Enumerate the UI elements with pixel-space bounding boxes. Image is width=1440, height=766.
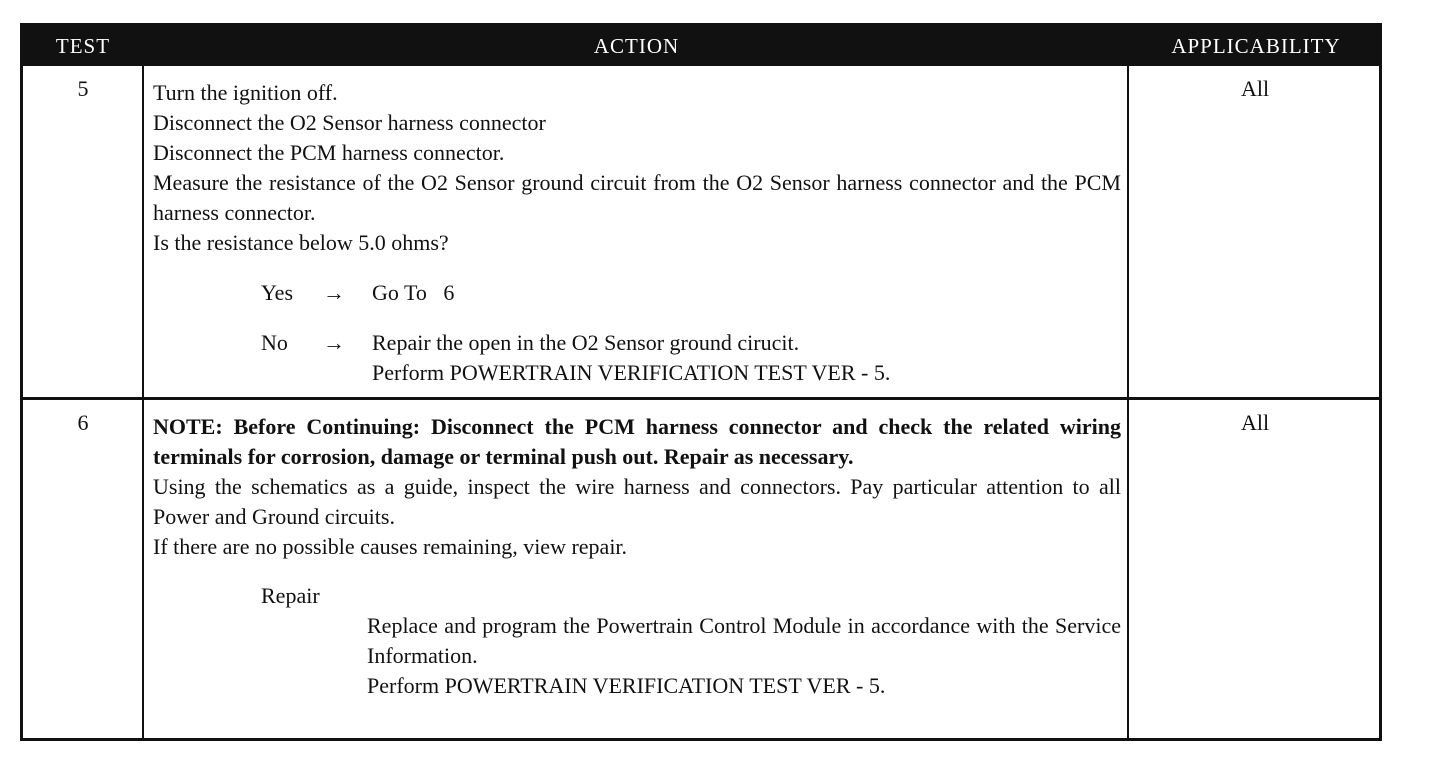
action-step: If there are no possible causes remaining, view repair. — [153, 534, 628, 559]
choice-yes — [153, 278, 1121, 308]
table-row — [23, 400, 1379, 738]
choice-result-subtext: Perform POWERTRAIN VERIFICATION TEST VER - 5. — [372, 360, 891, 385]
action-step: Using the schematics as a guide, inspect the wire harness and connectors. Pay particular attention to all Power and Ground circuits. — [153, 474, 1121, 529]
header-applicability: APPLICABILITY — [1171, 34, 1341, 58]
choice-no — [153, 328, 1121, 358]
table-header — [23, 26, 1379, 66]
test-number: 6 — [77, 410, 89, 435]
action-step: Turn the ignition off. — [153, 80, 338, 105]
arrow-right-icon: → — [323, 280, 345, 305]
choice-label: No — [261, 330, 288, 355]
diagnostic-test-table — [20, 23, 1382, 741]
header-test: TEST — [55, 34, 111, 58]
applicability-value: All — [1240, 76, 1270, 101]
choice-label: Yes — [261, 280, 294, 305]
action-question: Is the resistance below 5.0 ohms? — [153, 230, 449, 255]
action-cell — [153, 78, 1121, 388]
arrow-right-icon: → — [323, 330, 345, 355]
action-note: NOTE: Before Continuing: Disconnect the PCM harness connector and check the related wiring terminals for corrosion, damage or terminal push out. Repair as necessary. — [153, 414, 1121, 469]
repair-text: Replace and program the Powertrain Control Module in accordance with the Service Information. — [367, 613, 1121, 668]
repair-label: Repair — [261, 583, 320, 608]
action-step: Measure the resistance of the O2 Sensor ground circuit from the O2 Sensor harness connector and the PCM harness connector. — [153, 170, 1121, 225]
action-step: Disconnect the O2 Sensor harness connector — [153, 110, 546, 135]
applicability-value: All — [1240, 410, 1270, 435]
choice-result: Repair the open in the O2 Sensor ground cirucit. — [372, 330, 800, 355]
action-cell — [153, 412, 1121, 701]
action-step: Disconnect the PCM harness connector. — [153, 140, 505, 165]
header-action: ACTION — [593, 34, 680, 58]
table-row — [23, 66, 1379, 397]
repair-subtext: Perform POWERTRAIN VERIFICATION TEST VER - 5. — [367, 673, 886, 698]
choice-result: Go To 6 — [372, 280, 455, 305]
test-number: 5 — [77, 76, 89, 101]
